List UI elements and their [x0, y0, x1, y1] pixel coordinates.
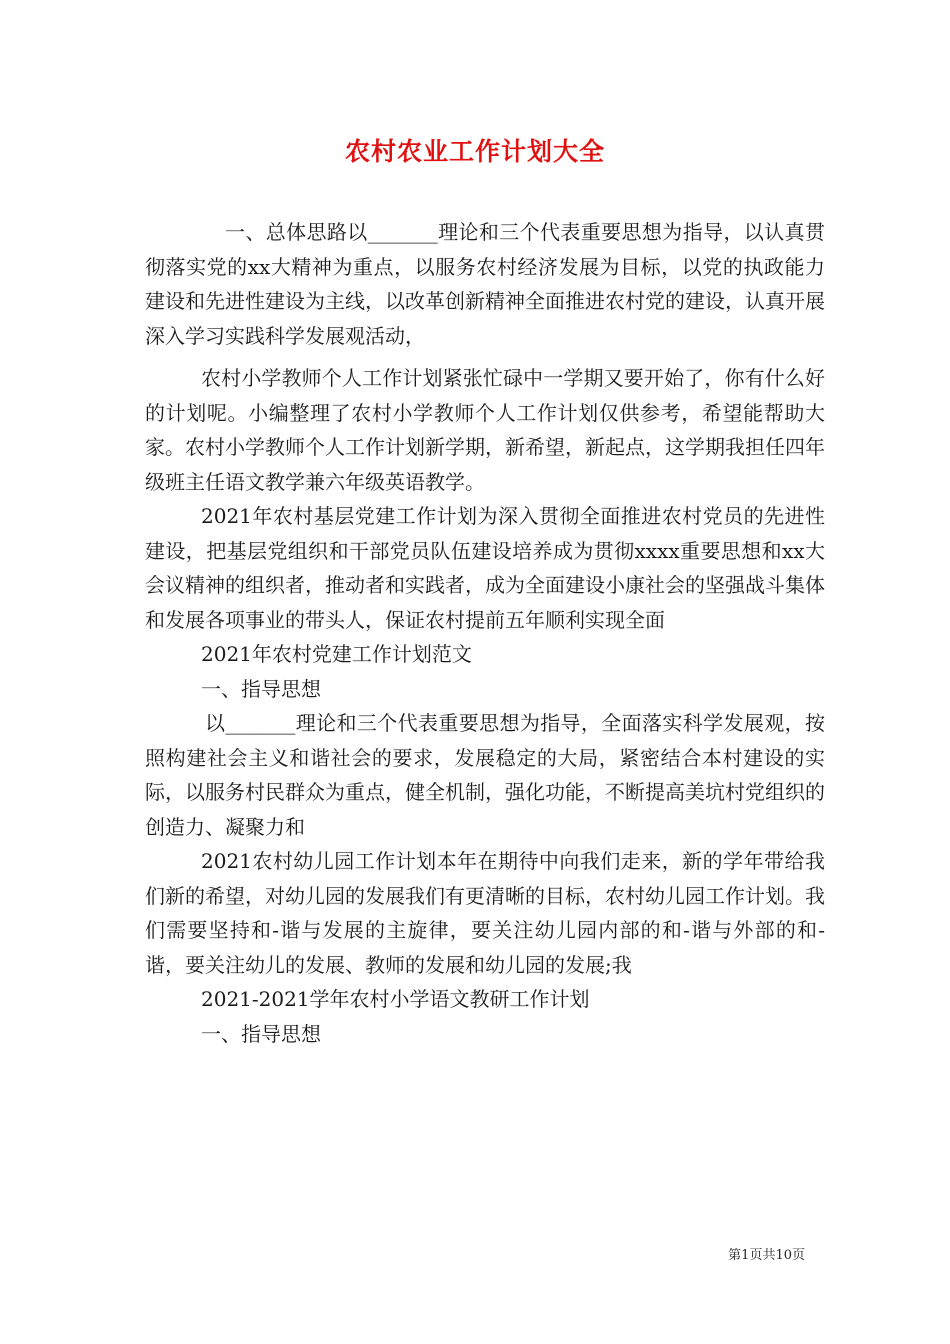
paragraph: 一、总体思路以_______理论和三个代表重要思想为指导，以认真贯彻落实党的xx大精神为重点，以服务农村经济发展为目标，以党的执政能力建设和先进性建设为主线，以改革创新精神全面推进农村党的建设，认真开展深入学习实践科学发展观活动，	[145, 220, 825, 348]
document-body	[145, 215, 825, 1051]
paragraph: 2021年农村党建工作计划范文	[201, 642, 472, 666]
section-heading: 一、指导思想	[201, 1021, 321, 1046]
paragraph: 以_______理论和三个代表重要思想为指导，全面落实科学发展观，按照构建社会主义和谐社会的要求，发展稳定的大局，紧密结合本村建设的实际，以服务村民群众为重点，健全机制，强化功能，不断提高美坑村党组织的创造力、凝聚力和	[145, 711, 825, 839]
paragraph: 2021-2021学年农村小学语文教研工作计划	[201, 987, 590, 1011]
section-heading: 一、指导思想	[201, 676, 321, 701]
paragraph: 农村小学教师个人工作计划紧张忙碌中一学期又要开始了，你有什么好的计划呢。小编整理了农村小学教师个人工作计划仅供参考，希望能帮助大家。农村小学教师个人工作计划新学期，新希望，新起点，这学期我担任四年级班主任语文教学兼六年级英语教学。	[145, 366, 825, 494]
paragraph: 2021年农村基层党建工作计划为深入贯彻全面推进农村党员的先进性建设，把基层党组织和干部党员队伍建设培养成为贯彻xxxx重要思想和xx大会议精神的组织者，推动者和实践者，成为全面建设小康社会的坚强战斗集体和发展各项事业的带头人，保证农村提前五年顺利实现全面	[145, 504, 825, 632]
paragraph: 2021农村幼儿园工作计划本年在期待中向我们走来，新的学年带给我们新的希望，对幼儿园的发展我们有更清晰的目标，农村幼儿园工作计划。我们需要坚持和-谐与发展的主旋律，要关注幼儿园内部的和-谐与外部的和-谐，要关注幼儿的发展、教师的发展和幼儿园的发展;我	[145, 849, 825, 977]
page-footer: 第1页共10页	[728, 1248, 805, 1263]
page-title: 农村农业工作计划大全	[344, 137, 605, 166]
